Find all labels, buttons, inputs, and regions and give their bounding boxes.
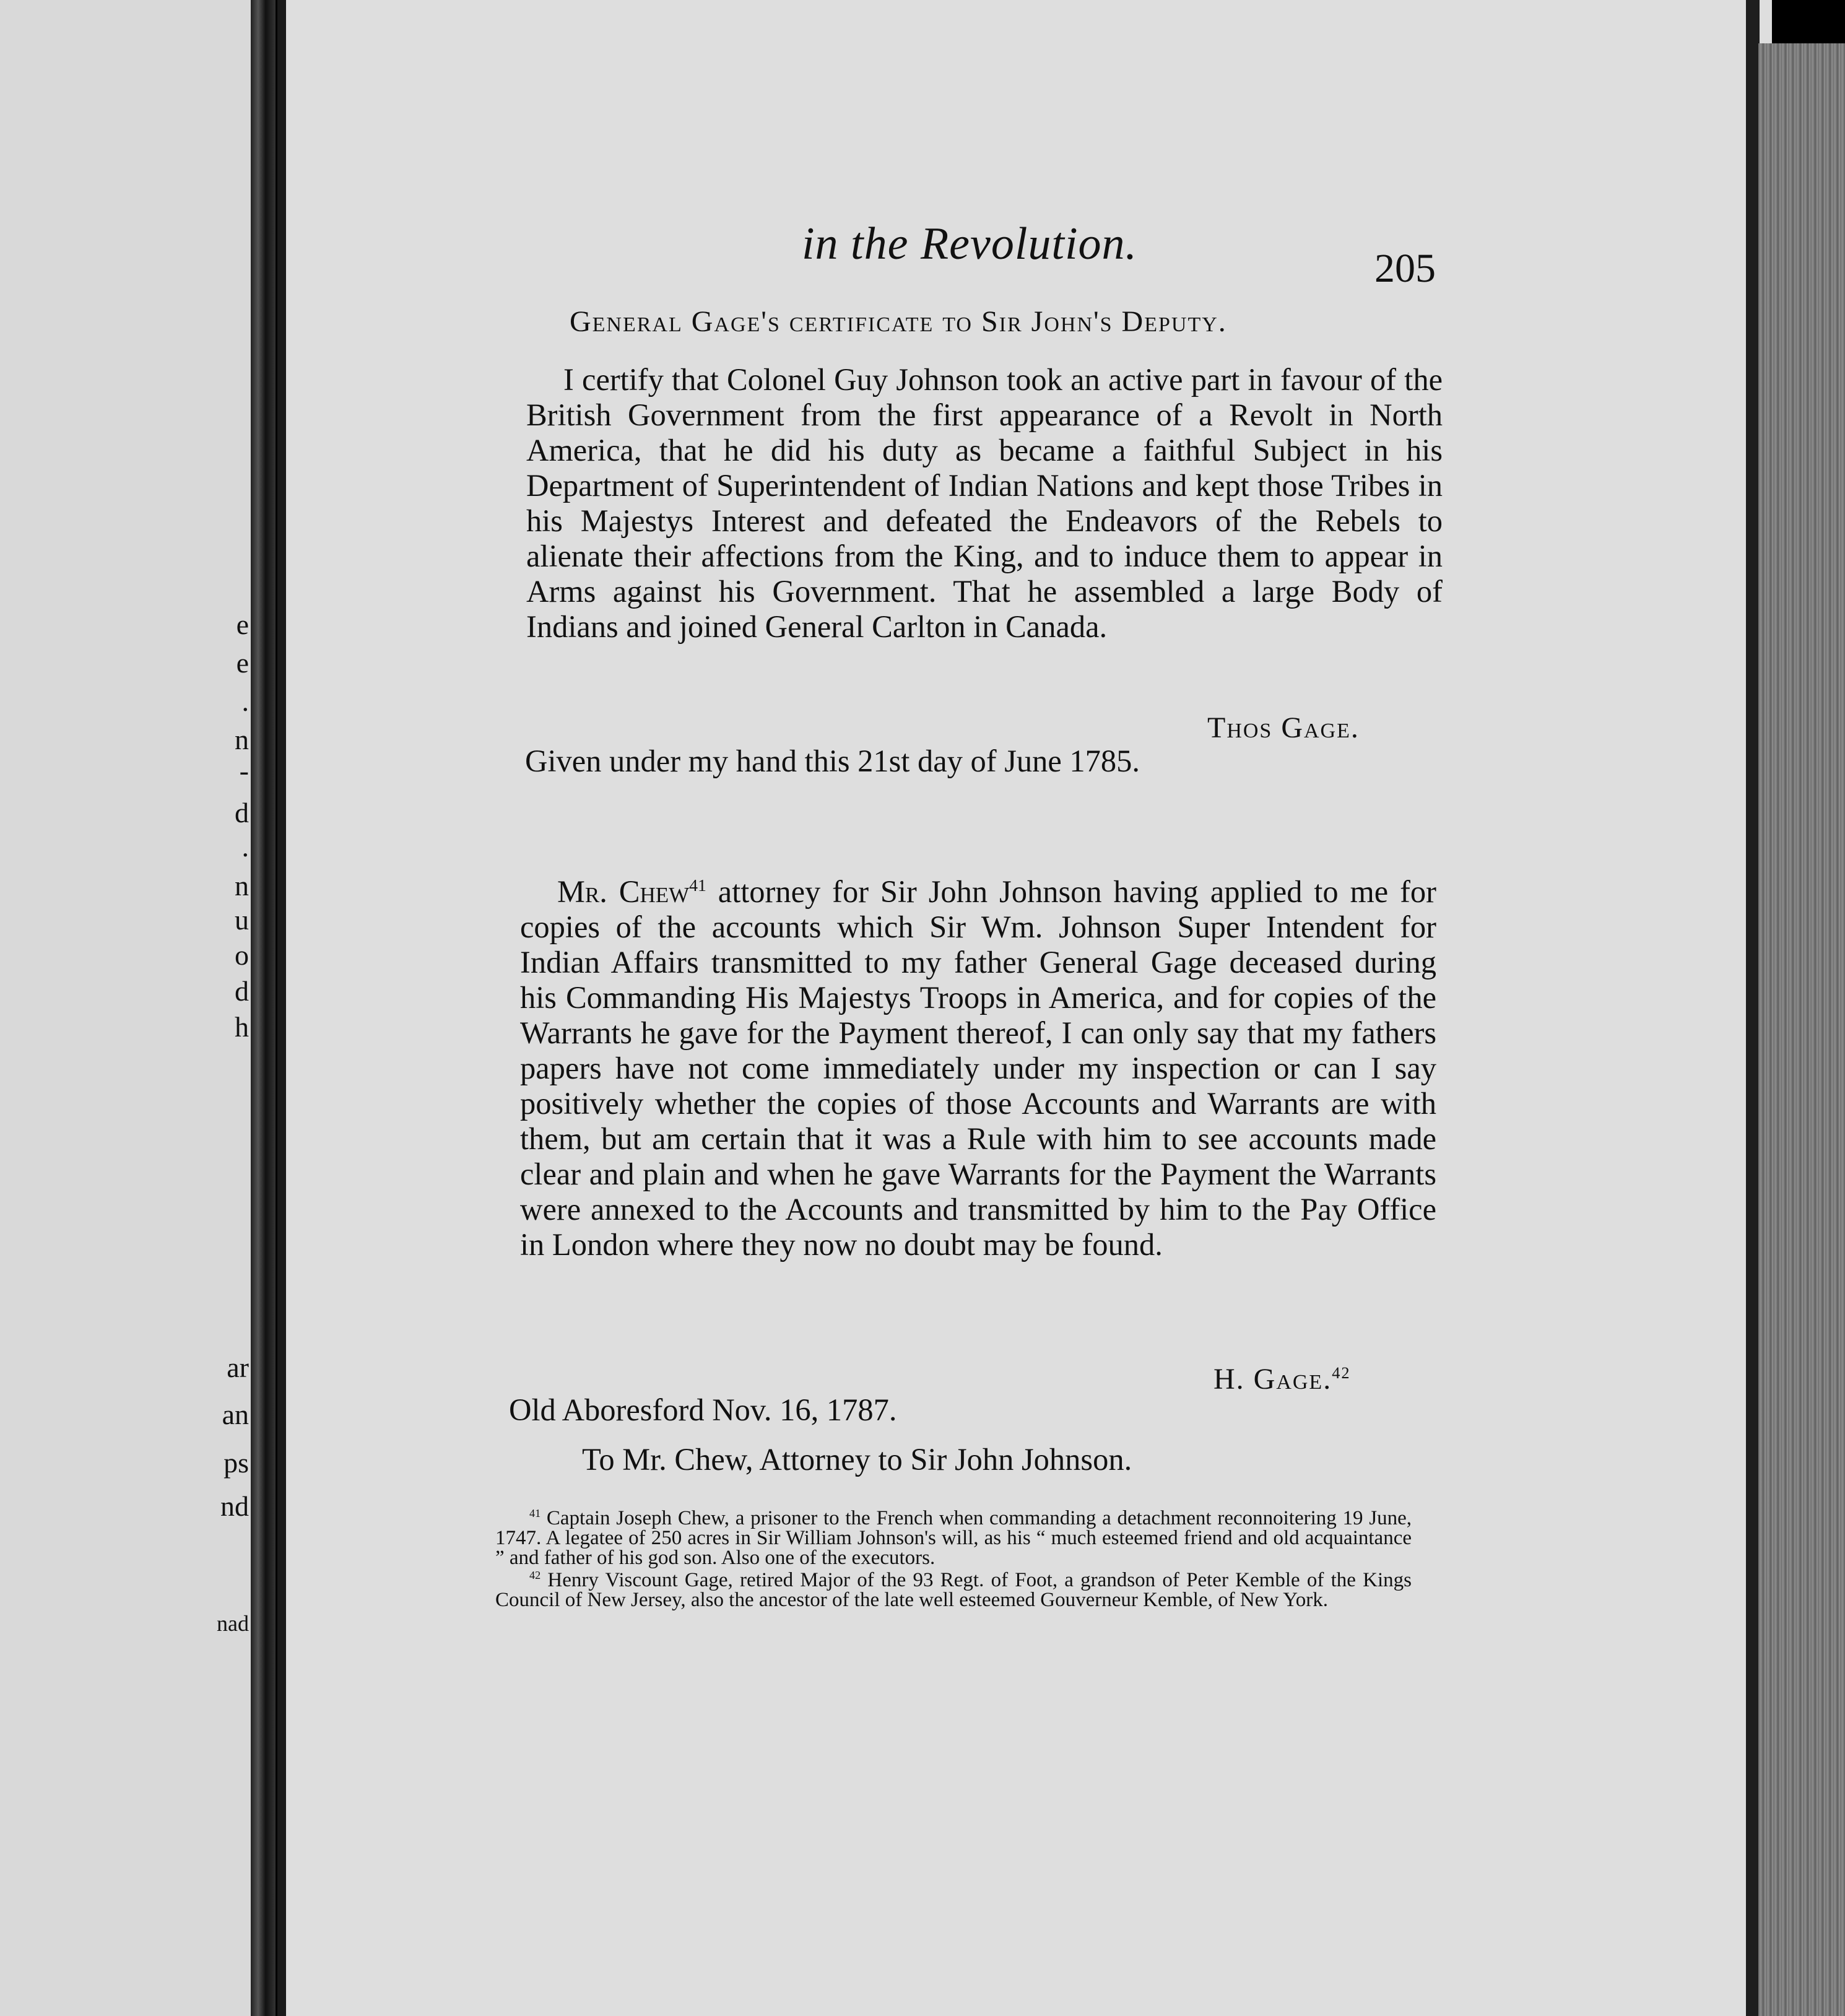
footnote-ref-42: 42 [1332, 1363, 1351, 1382]
footnotes [495, 1508, 1412, 1612]
letter-body [520, 874, 1436, 1262]
footnote-text: Henry Viscount Gage, retired Major of the 93 Regt. of Foot, a grandson of Peter Kemble of the Kings Council of New Jersey, also the ancestor of the late well esteemed Gouverneur Kemble, of New York. [495, 1569, 1412, 1611]
facing-page-fragment: d [235, 975, 249, 1007]
letter-text: attorney for Sir John Johnson having applied to me for copies of the accounts which Sir Wm. Johnson Super Intendent for Indian Affairs transmitted to my father General Gage deceased during his Commanding His Majestys Troops in America, and for copies of the Warrants he gave for the Payment thereof, I can only say that my fathers papers have not come immediately under my inspection or can I say positively whether the copies of those Accounts and Warrants are with them, but am certain that it was a Rule with him to see accounts made clear and plain and when he gave Warrants for the Payment the Warrants were annexed to the Accounts and transmitted by him to the Pay Office in London where they now no doubt may be found. [520, 874, 1436, 1262]
footnote-text: Captain Joseph Chew, a prisoner to the French when commanding a detachment reconnoitering 19 June, 1747. A legatee of 250 acres in Sir William Johnson's will, as his “ much esteemed friend and old acquaintance ” and father of his god son. Also one of the executors. [495, 1507, 1412, 1569]
facing-page-fragment: ps [224, 1447, 249, 1479]
facing-page-fragment: . [241, 831, 249, 862]
letter-place-date: Old Aboresford Nov. 16, 1787. [509, 1393, 897, 1427]
footnote-42 [495, 1570, 1412, 1610]
running-head: in the Revolution. [802, 219, 1138, 269]
facing-page-fragment: nad [217, 1611, 249, 1636]
facing-page-fragment: ar [227, 1352, 249, 1383]
letter-addressee: To Mr. Chew, Attorney to Sir John Johnson. [582, 1442, 1132, 1477]
facing-page-fragment: e [236, 609, 249, 640]
facing-page-fragment: n [235, 724, 249, 755]
footnote-41 [495, 1508, 1412, 1568]
certificate-signature: Thos Gage. [1207, 711, 1360, 744]
certificate-date-line: Given under my hand this 21st day of June 1785. [525, 744, 1140, 778]
facing-page-fragment: u [235, 904, 249, 936]
certificate-paragraph: I certify that Colonel Guy Johnson took an active part in favour of the British Government from the first appearance of a Revolt in North America, that he did his duty as became a faithful Subject in his Department of Superintendent of Indian Nations and kept those Tribes in his Majestys Interest and defeated the Endeavors of the Rebels to alienate their affections from the King, and to induce them to appear in Arms against his Government. That he assembled a large Body of Indians and joined General Carlton in Canada. [526, 362, 1443, 644]
page-edge-shadow [1746, 0, 1760, 2016]
certificate-heading: General Gage's certificate to Sir John's Deputy. [570, 305, 1227, 338]
footnote-ref-41: 41 [689, 876, 706, 896]
facing-page-fragment: h [235, 1011, 249, 1043]
facing-page-fragment: d [235, 797, 249, 828]
letter-paragraph [520, 874, 1436, 1262]
book-gutter [251, 0, 276, 2016]
footnote-marker: 41 [529, 1507, 541, 1519]
facing-page-fragment: - [239, 755, 249, 786]
page-block-edges [1758, 43, 1845, 2016]
page-number: 205 [1374, 246, 1436, 291]
footnote-marker: 42 [529, 1569, 541, 1581]
certificate-body [526, 362, 1443, 645]
facing-page-fragment: e [236, 647, 249, 679]
facing-page-fragment: an [222, 1399, 249, 1430]
facing-page-fragment: n [235, 870, 249, 902]
facing-page-fragment: nd [220, 1490, 249, 1522]
letter-signature-name: H. Gage. [1213, 1363, 1332, 1396]
book-gutter-shadow [277, 0, 286, 2016]
facing-page-fragment: o [235, 939, 249, 971]
facing-page [0, 0, 260, 2016]
letter-signature [1213, 1362, 1351, 1396]
letter-opening: Mr. Chew [557, 874, 690, 909]
facing-page-fragment: . [241, 685, 249, 717]
